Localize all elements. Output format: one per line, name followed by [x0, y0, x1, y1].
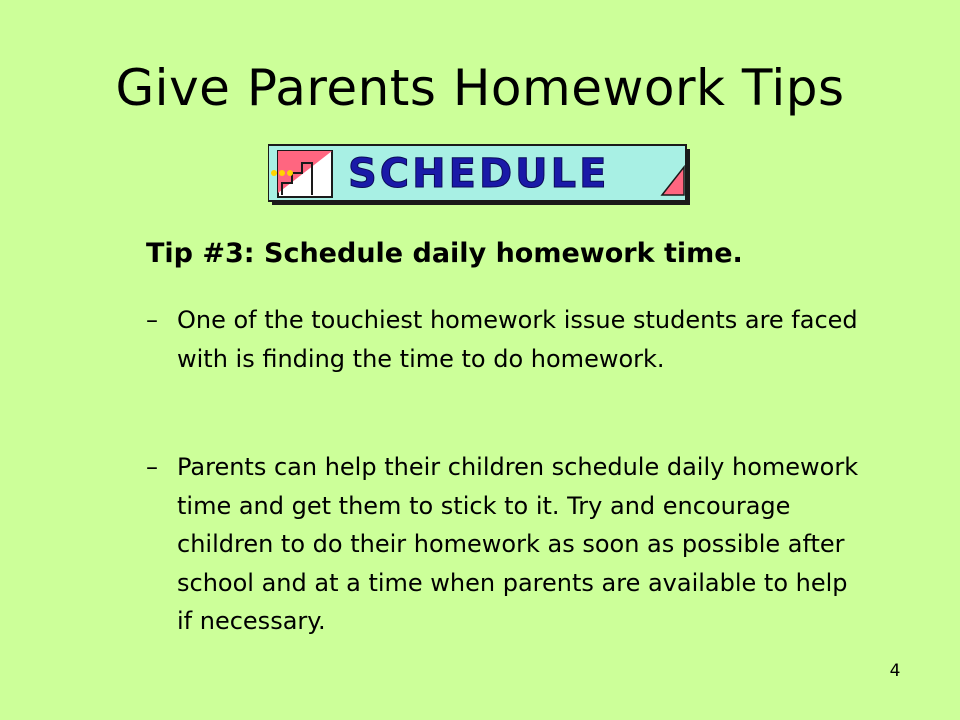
page-number: 4: [889, 661, 901, 681]
schedule-banner: [268, 143, 692, 207]
bullet-item: [146, 448, 866, 641]
bullet-item: [146, 301, 866, 378]
bullet-text: One of the touchiest homework issue students are faced with is finding the time to do homework.: [177, 306, 858, 373]
bullet-text: Parents can help their children schedule daily homework time and get them to stick to it. Try and encourage children to do their homework as soon as possible after school and at a time when parents are available to help if necessary.: [177, 453, 859, 635]
bullet-marker: –: [146, 453, 158, 481]
banner-word: SCHEDULE: [348, 151, 610, 197]
calendar-steps-icon: [271, 151, 332, 197]
tip-heading: Tip #3: Schedule daily homework time.: [146, 238, 743, 269]
bullet-marker: –: [146, 306, 158, 334]
slide-title: Give Parents Homework Tips: [115, 59, 845, 117]
